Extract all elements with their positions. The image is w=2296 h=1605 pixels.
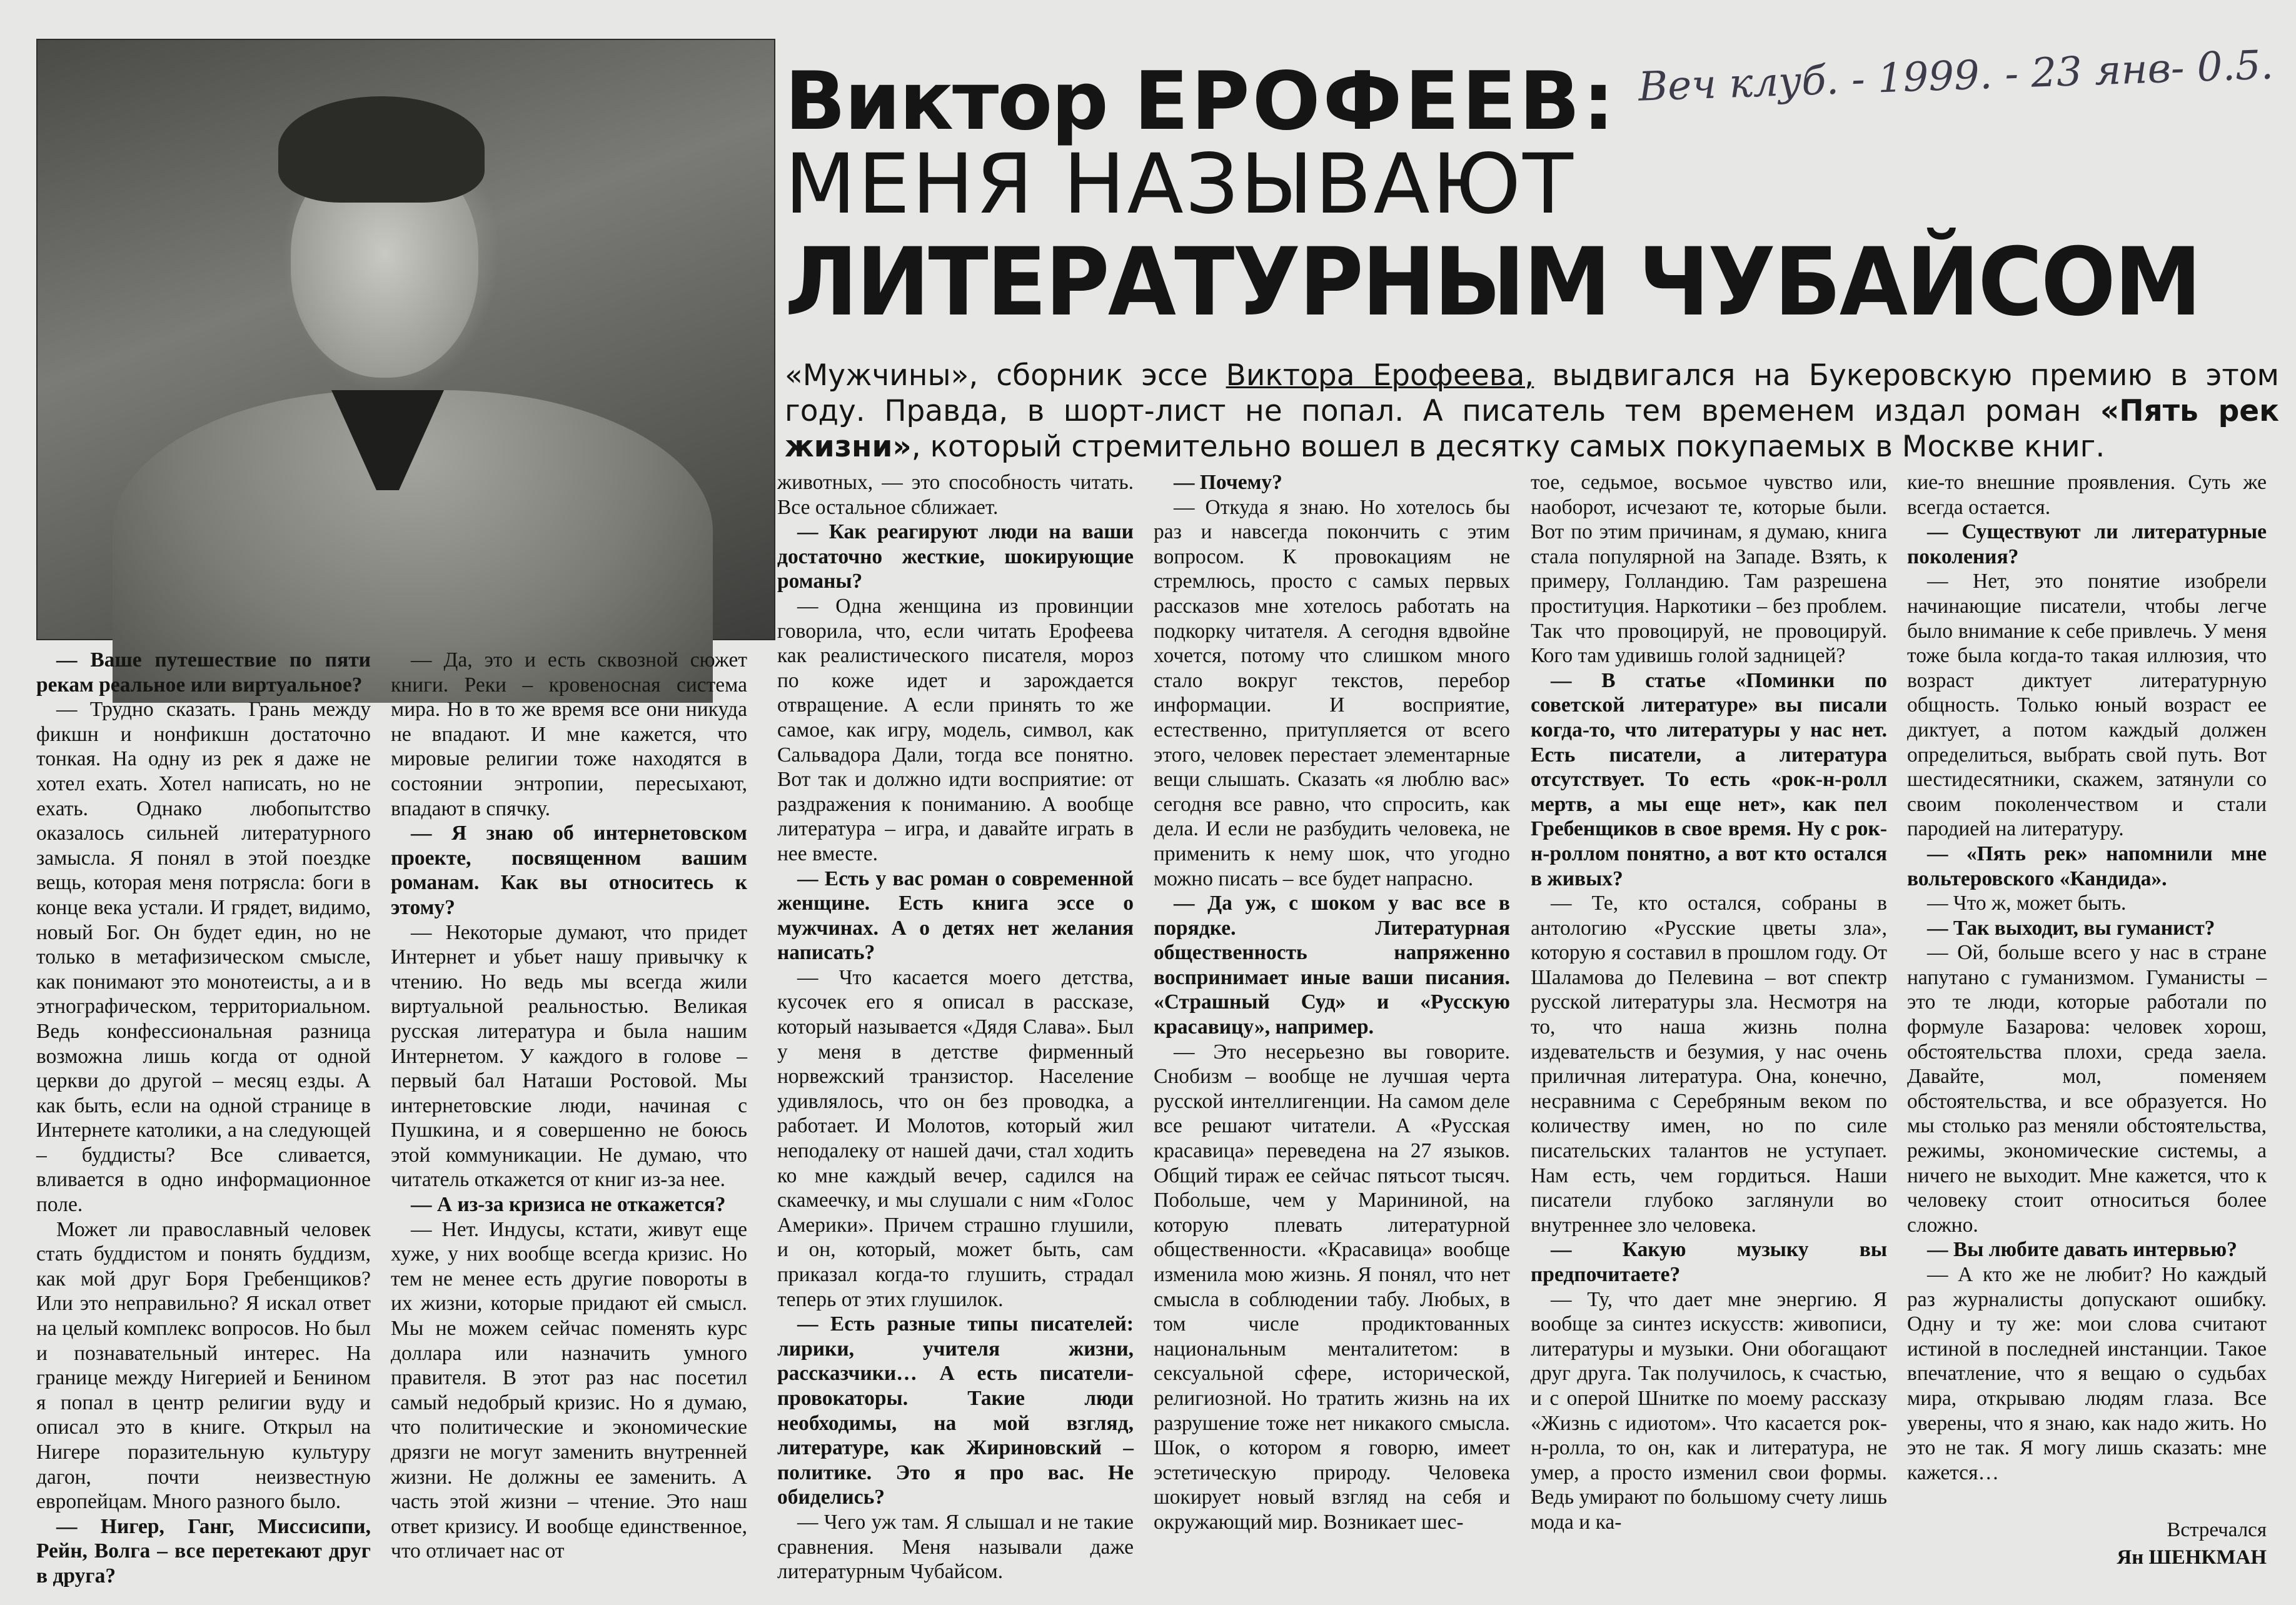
lead-novel-title: «Пять рек жизни»	[785, 394, 2279, 464]
lead-part1: «Мужчины», сборник эссе	[785, 358, 1226, 393]
interview-answer: — Это несерьезно вы говорите. Снобизм – вообще не лучшая черта русской интеллигенции. На самом деле все решают читатели. А «Русская красавица» переведена на 27 языков. Общий тираж ее сейчас пятьсот тысяч. Побольше, чем у Марининой, на которую плевать литературной общественности. «Красавица» вообще изменила мою жизнь. Я понял, что нет смысла в соблюдении табу. Любых, в том числе продиктованных национальным менталитетом: в сексуальной сфере, исторической, религиозной. Но тратить жизнь на их разрушение тоже нет никакого смысла. Шок, о котором я говорю, имеет эстетическую природу. Человека шокирует новый взгляд на себя и окружающий мир. Возникает шес-	[1154, 1040, 1510, 1534]
interview-answer: тое, седьмое, восьмое чувство или, наоборот, исчезают те, которые были. Вот по этим причинам, я думаю, книга стала популярной на Западе. Взять, к примеру, Голландию. Там разрешена проституция. Наркотики – без проблем. Так что провоцируй, не провоцируй. Кого там удивишь голой задницей?	[1531, 471, 1887, 668]
interview-question: — А из-за кризиса не откажется?	[411, 1193, 726, 1217]
interview-answer: — Трудно сказать. Грань между фикшн и нонфикшн достаточно тонкая. На одну из рек я даже не хотел ехать. Хотел написать, но не ехать. Однако любопытство оказалось сильней литературного замысла. Я понял в этой поездке вещь, которая меня потрясла: боги в конце века устали. И грядет, видимо, новый Бог. Он будет един, но не только в метафизическом смысле, как понимают это монотеисты, а и в этнографическом, территориальном. Ведь конфессиональная разница возможна лишь когда от одной церкви до другой – месяц езды. А как быть, если на одной странице в Интернете католики, а на следующей – буддисты? Все сливается, вливается в одно информационное поле.	[36, 698, 371, 1217]
interview-question: — Существуют ли литературные поколения?	[1907, 520, 2267, 568]
interview-question: — Я знаю об интернетовском проекте, посвященном вашим романам. Как вы относитесь к этому?	[391, 822, 747, 919]
byline-label: Встречался	[2167, 1519, 2267, 1541]
interview-answer: — Что касается моего детства, кусочек его я описал в рассказе, который называется «Дядя Слава». Был у меня в детстве фирменный норвежский транзистор. Население удивлялось, что он без проводка, а работает. И Молотов, который жил неподалеку от нашей дачи, стал ходить ко мне каждый вечер, садился на скамеечку, и мы слушали с ним «Голос Америки». Причем страшно глушили, и он, который, может быть, сам приказал когда-то глушить, страдал теперь от этих глушилок.	[777, 965, 1134, 1311]
handwritten-note: Веч клуб. - 1999. - 23 янв- 0.5.	[1638, 42, 2275, 111]
lead-paragraph	[785, 358, 2279, 465]
byline	[1907, 1516, 2267, 1571]
interview-question: — «Пять рек» напомнили мне вольтеровского «Кандида».	[1907, 842, 2267, 890]
text-column-4	[1154, 470, 1510, 1571]
interview-question: — Вы любите давать интервью?	[1927, 1238, 2237, 1262]
text-column-2	[391, 648, 747, 1570]
headline-line1	[785, 55, 1617, 148]
interview-answer: — Те, кто остался, собраны в антологию «Русские цветы зла», которую я составил в прошлом году. От Шаламова до Пелевина – вот спектр русской литературы зла. Несмотря на то, что наша жизнь полна издевательств и безумия, у нас очень приличная литература. Она, конечно, несравнима с Серебряным веком по количеству имен, но по силе писательских талантов не уступает. Нам есть, чем гордиться. Наши писатели глубоко заглянули во внутреннее зло человека.	[1531, 892, 1887, 1237]
author-photo	[36, 39, 775, 640]
interview-answer: Может ли православный человек стать буддистом и понять буддизм, как мой друг Боря Гребенщиков? Или это неправильно? Я искал ответ на целый комплекс вопросов. Но был и познавательный интерес. На границе между Нигерией и Бенином я попал в центр религии вуду и описал это в книге. Открыл на Нигере поразительную культуру дагон, почти неизвестную европейцам. Много разного было.	[36, 1217, 371, 1514]
interview-question: — Так выходит, вы гуманист?	[1927, 916, 2215, 940]
headline-first-name: Виктор	[785, 55, 1134, 148]
text-column-1	[36, 648, 371, 1587]
lead-part3: , который стремительно вошел в десятку самых покупаемых в Москве книг.	[911, 430, 2105, 464]
interview-answer: — Ой, больше всего у нас в стране напутано с гуманизмом. Гуманисты – это те люди, которые работали по формуле Базарова: человек хорош, обстоятельства плохи, среда заела. Давайте, мол, поменяем обстоятельства, и все образуется. Но мы столько раз меняли обстоятельства, режимы, экономические системы, а ничего не выходит. Мне кажется, что к человеку стоит относиться более сложно.	[1907, 941, 2267, 1237]
interview-question: — Есть разные типы писателей: лирики, учителя жизни, рассказчики… А есть писатели-провокаторы. Такие люди необходимы, на мой взгляд, литературе, как Жириновский – политике. Это я про вас. Не обиделись?	[777, 1312, 1134, 1509]
interview-question: — Ваше путешествие по пяти рекам реальное или виртуальное?	[36, 648, 371, 697]
interview-answer: — Чего уж там. Я слышал и не такие сравнения. Меня называли даже литературным Чубайсом.	[777, 1510, 1134, 1584]
headline-surname: ЕРОФЕЕВ:	[1134, 55, 1618, 148]
interview-answer: — Ту, что дает мне энергию. Я вообще за синтез искусств: живописи, литературы и музыки. Они обогащают друг друга. Так получилось, к счастью, и с оперой Шнитке по моему рассказу «Жизнь с идиотом». Что касается рок-н-ролла, то он, как и литература, не умер, а просто изменил свои формы. Ведь умирают по большому счету лишь мода и ка-	[1531, 1287, 1887, 1534]
interview-question: — Да уж, с шоком у вас все в порядке. Литературная общественность напряженно воспринимает иные ваши писания. «Страшный Суд» и «Русскую красавицу», например.	[1154, 892, 1510, 1039]
interview-question: — Какую музыку вы предпочитаете?	[1531, 1238, 1887, 1286]
text-column-6	[1907, 470, 2267, 1508]
lead-part2: выдвигался на Букеровскую премию в этом году. Правда, в шорт-лист не попал. А писатель тем временем издал роман	[785, 358, 2279, 428]
interview-question: — Нигер, Ганг, Миссисипи, Рейн, Волга – все перетекают друг в друга?	[36, 1514, 371, 1587]
interview-answer: — Некоторые думают, что придет Интернет и убьет нашу привычку к чтению. Но ведь мы всегда жили виртуальной реальностью. Великая русская литература и была нашим Интернетом. У каждого в голове – первый бал Наташи Ростовой. Мы интернетовские люди, начиная с Пушкина, и я совершенно не боюсь этой коммуникации. Не думаю, что читатель откажется от книг из-за нее.	[391, 920, 747, 1192]
lead-author-name: Виктора Ерофеева,	[1226, 358, 1534, 393]
interview-answer: — Что ж, может быть.	[1927, 892, 2127, 915]
interview-answer: животных, — это способность читать. Все остальное сближает.	[777, 471, 1134, 519]
interview-question: — Как реагируют люди на ваши достаточно жесткие, шокирующие романы?	[777, 520, 1134, 593]
byline-author: Ян ШЕНКМАН	[2117, 1546, 2267, 1569]
interview-answer: — Нет, это понятие изобрели начинающие писатели, чтобы легче было внимание к себе привлечь. У меня тоже была когда-то такая иллюзия, что возраст диктует литературную общность. Только юный возраст ее диктует, а потом каждый должен определиться, выбрать свой путь. Вот шестидесятники, скажем, затянули со своим поколенчеством и стали пародией на литературу.	[1907, 570, 2267, 841]
interview-answer: — Одна женщина из провинции говорила, что, если читать Ерофеева как реалистического писателя, мороз по коже идет и зарождается отвращение. А если принять то же самое, как игру, модель, символ, как Сальвадора Дали, тогда все понятно. Вот так и должно идти восприятие: от раздражения к пониманию. А вообще литература – игра, и давайте играть в нее вместе.	[777, 594, 1134, 865]
interview-question: — Почему?	[1174, 471, 1282, 494]
photo-hair	[278, 96, 485, 203]
interview-answer: — Откуда я знаю. Но хотелось бы раз и навсегда покончить с этим вопросом. К провокациям не стремлюсь, просто с самых первых рассказов мне хотелось работать на подкорку читателя. А сегодня вдвойне хочется, потому что слишком много стало вокруг текстов, перебор информации. И восприятие, естественно, притупляется от всего этого, человек перестает элементарные вещи слышать. Сказать «я люблю вас» сегодня все равно, что спросить, как дела. И если не разбудить человека, не применить к нему шок, что угодно можно писать – все будет напрасно.	[1154, 495, 1510, 890]
interview-answer: — Да, это и есть сквозной сюжет книги. Реки – кровеносная система мира. Но в то же время все они никуда не впадают. И мне кажется, что мировые религии тоже находятся в состоянии энтропии, пересыхают, впадают в спячку.	[391, 648, 747, 820]
text-column-3	[777, 470, 1134, 1584]
interview-answer: — Нет. Индусы, кстати, живут еще хуже, у них вообще всегда кризис. Но тем не менее есть другие повороты в их жизни, которые придают ей смысл. Мы не можем сейчас поменять курс доллара или назначить умного правителя. В этот раз нас посетил самый недобрый кризис. Но я думаю, что политические и экономические дрязги не могут заменить внутренней жизни. Не должны ее заменить. А часть этой жизни – чтение. Это наш ответ кризису. И вообще единственное, что отличает нас от	[391, 1217, 747, 1563]
interview-answer: — А кто же не любит? Но каждый раз журналисты допускают ошибку. Одну и ту же: мои слова считают истиной в последней инстанции. Такое впечатление, что я вещаю о судьбах мира, открываю людям глаза. Все уверены, что я знаю, как надо жить. Но это не так. Я могу лишь сказать: мне кажется…	[1907, 1263, 2267, 1484]
interview-question: — Есть у вас роман о современной женщине. Есть книга эссе о мужчинах. А о детях нет желания написать?	[777, 867, 1134, 965]
interview-question: — В статье «Поминки по советской литературе» вы писали когда-то, что литературы у нас нет. Есть писатели, а литература отсутствует. То есть «рок-н-ролл мертв, а мы еще нет», как пел Гребенщиков в свое время. Ну с рок-н-роллом понятно, а вот кто остался в живых?	[1531, 668, 1887, 890]
headline-line3: ЛИТЕРАТУРНЫМ ЧУБАЙСОМ	[785, 228, 2200, 337]
headline-line2: МЕНЯ НАЗЫВАЮТ	[785, 136, 1575, 233]
text-column-5	[1531, 470, 1887, 1571]
interview-answer: кие-то внешние проявления. Суть же всегда остается.	[1907, 471, 2267, 519]
